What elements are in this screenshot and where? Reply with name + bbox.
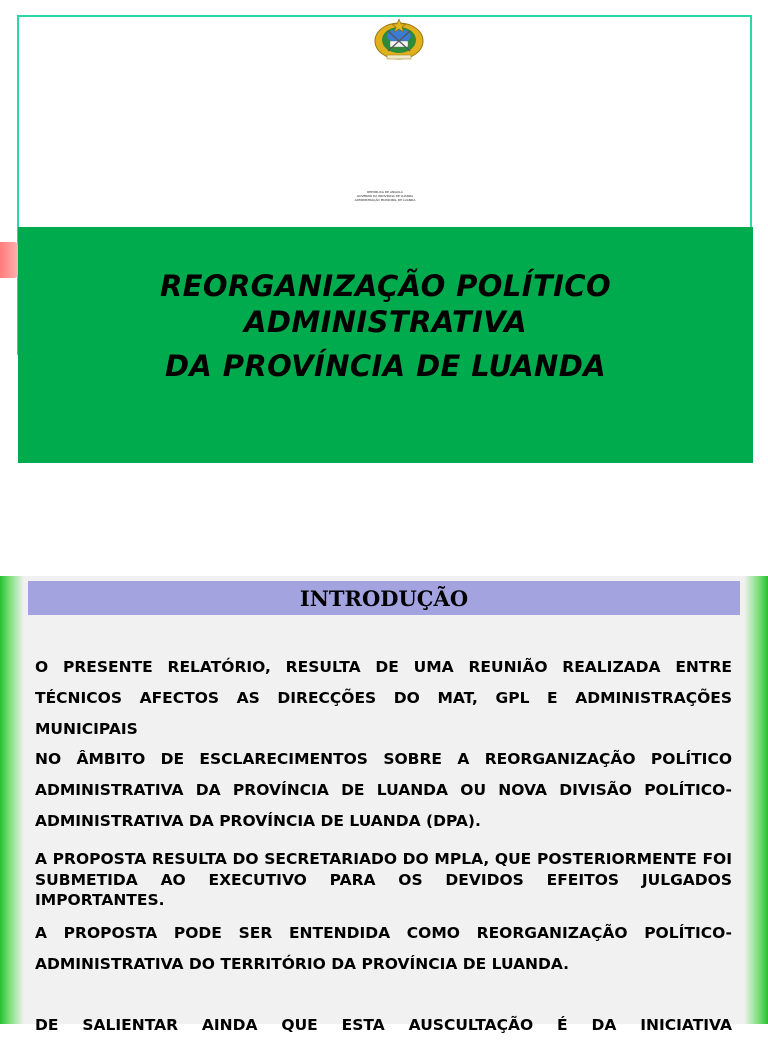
- header-line: GOVERNO DA PROVÍNCIA DE LUANDA: [356, 194, 414, 198]
- title-band: [18, 227, 753, 463]
- paragraph-5: DE SALIENTAR AINDA QUE ESTA AUSCULTAÇÃO É DA INICIATIVA: [35, 1016, 732, 1034]
- paragraph-3: A PROPOSTA RESULTA DO SECRETARIADO DO MPLA, QUE POSTERIORMENTE FOI SUBMETIDA AO EXECUTIVO PARA OS DEVIDOS EFEITOS JULGADOS IMPORTANTES.: [35, 850, 732, 909]
- government-header: [330, 190, 440, 202]
- introduction-slide: [0, 576, 768, 1034]
- title-line-3: DA PROVÍNCIA DE LUANDA: [164, 349, 607, 383]
- header-line: ADMINISTRAÇÃO MUNICIPAL DE LUANDA: [354, 198, 416, 202]
- introduction-heading: INTRODUÇÃO: [28, 581, 740, 615]
- title-line-2: ADMINISTRATIVA: [244, 305, 527, 339]
- paragraph-1: O PRESENTE RELATÓRIO, RESULTA DE UMA REUNIÃO REALIZADA ENTRE TÉCNICOS AFECTOS AS DIRECÇÕES DO MAT, GPL E ADMINISTRAÇÕES MUNICIPAIS: [35, 658, 732, 738]
- angola-emblem-icon: [370, 15, 428, 63]
- red-edge-marker: [0, 242, 18, 278]
- title-line-1: REORGANIZAÇÃO POLÍTICO: [159, 269, 612, 303]
- paragraph-4: A PROPOSTA PODE SER ENTENDIDA COMO REORGANIZAÇÃO POLÍTICO-ADMINISTRATIVA DO TERRITÓRIO DA PROVÍNCIA DE LUANDA.: [35, 924, 732, 973]
- paragraph-2: NO ÂMBITO DE ESCLARECIMENTOS SOBRE A REORGANIZAÇÃO POLÍTICO ADMINISTRATIVA DA PROVÍNCIA DE LUANDA OU NOVA DIVISÃO POLÍTICO- ADMINISTRATIVA DA PROVÍNCIA DE LUANDA (DPA).: [35, 750, 732, 830]
- header-line: REPÚBLICA DE ANGOLA: [367, 190, 403, 194]
